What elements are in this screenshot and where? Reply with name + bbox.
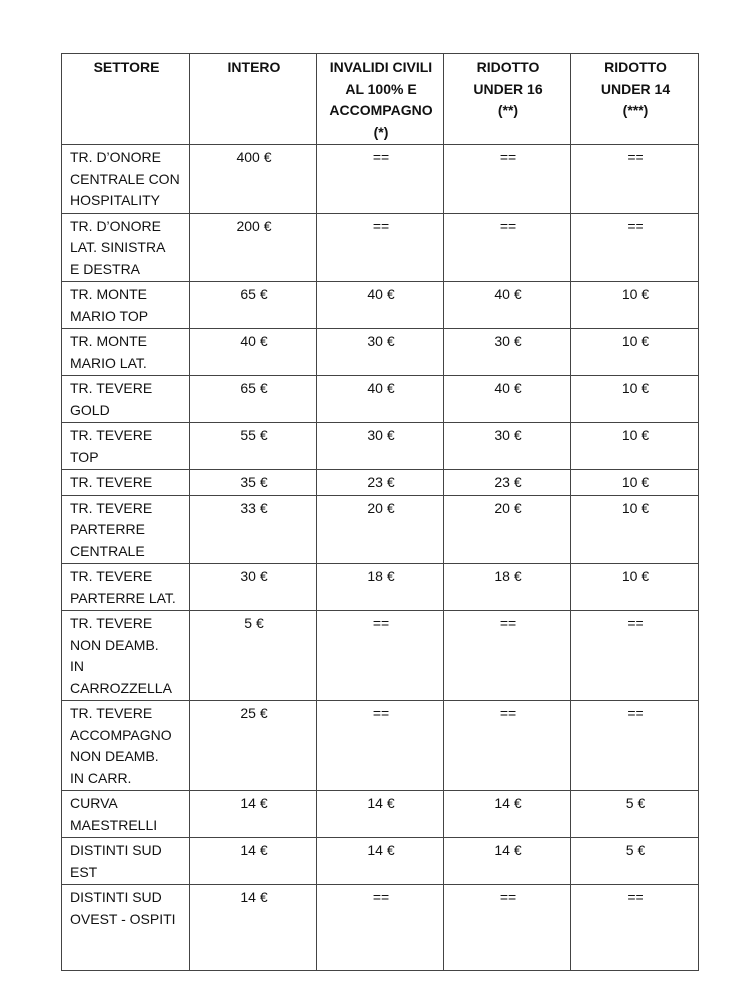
price-invalidi-cell: 18 € [317, 564, 444, 611]
price-under14-cell: 10 € [571, 564, 699, 611]
price-under16-cell: 40 € [444, 376, 571, 423]
price-intero-cell: 65 € [190, 282, 317, 329]
price-under16-cell: 14 € [444, 838, 571, 885]
ticket-price-table [61, 53, 699, 971]
table-row [62, 329, 699, 376]
price-invalidi-cell: 40 € [317, 376, 444, 423]
price-invalidi-cell: 30 € [317, 423, 444, 470]
sector-cell: TR. TEVERE [62, 470, 190, 496]
price-intero-cell: 400 € [190, 145, 317, 214]
price-under14-cell: == [571, 701, 699, 791]
price-under14-cell: 10 € [571, 282, 699, 329]
price-invalidi-cell: 20 € [317, 495, 444, 564]
price-under14-cell: == [571, 611, 699, 701]
price-invalidi-cell: == [317, 701, 444, 791]
price-under16-cell: == [444, 701, 571, 791]
price-invalidi-cell: == [317, 885, 444, 971]
price-intero-cell: 25 € [190, 701, 317, 791]
sector-cell: TR. TEVERE NON DEAMB. IN CARROZZELLA [62, 611, 190, 701]
price-intero-cell: 30 € [190, 564, 317, 611]
price-intero-cell: 5 € [190, 611, 317, 701]
header-invalidi-civili: INVALIDI CIVILI AL 100% E ACCOMPAGNO (*) [317, 54, 444, 145]
sector-cell: TR. TEVERE ACCOMPAGNO NON DEAMB. IN CARR. [62, 701, 190, 791]
sector-cell: TR. TEVERE PARTERRE LAT. [62, 564, 190, 611]
price-invalidi-cell: == [317, 145, 444, 214]
price-under14-cell: == [571, 885, 699, 971]
price-under14-cell: 10 € [571, 495, 699, 564]
price-intero-cell: 14 € [190, 838, 317, 885]
sector-cell: CURVA MAESTRELLI [62, 791, 190, 838]
price-intero-cell: 14 € [190, 885, 317, 971]
table-row [62, 838, 699, 885]
sector-cell: TR. TEVERE GOLD [62, 376, 190, 423]
table-row [62, 701, 699, 791]
sector-cell: DISTINTI SUD EST [62, 838, 190, 885]
price-under16-cell: 14 € [444, 791, 571, 838]
sector-cell: TR. MONTE MARIO LAT. [62, 329, 190, 376]
price-under16-cell: == [444, 213, 571, 282]
table-row [62, 376, 699, 423]
price-intero-cell: 55 € [190, 423, 317, 470]
table-row [62, 282, 699, 329]
price-invalidi-cell: 30 € [317, 329, 444, 376]
price-under14-cell: 10 € [571, 376, 699, 423]
sector-cell: TR. TEVERE TOP [62, 423, 190, 470]
sector-cell: TR. TEVERE PARTERRE CENTRALE [62, 495, 190, 564]
price-under16-cell: 23 € [444, 470, 571, 496]
price-intero-cell: 200 € [190, 213, 317, 282]
price-under16-cell: 18 € [444, 564, 571, 611]
price-under14-cell: 5 € [571, 838, 699, 885]
price-intero-cell: 14 € [190, 791, 317, 838]
header-settore: SETTORE [62, 54, 190, 145]
header-row [62, 54, 699, 145]
table-row [62, 564, 699, 611]
price-intero-cell: 65 € [190, 376, 317, 423]
price-under16-cell: == [444, 885, 571, 971]
price-invalidi-cell: 14 € [317, 838, 444, 885]
price-under14-cell: == [571, 213, 699, 282]
price-under14-cell: == [571, 145, 699, 214]
price-under14-cell: 5 € [571, 791, 699, 838]
table-row [62, 470, 699, 496]
price-invalidi-cell: == [317, 213, 444, 282]
price-under16-cell: == [444, 611, 571, 701]
sector-cell: TR. D’ONORE LAT. SINISTRA E DESTRA [62, 213, 190, 282]
price-invalidi-cell: 14 € [317, 791, 444, 838]
sector-cell: TR. D’ONORE CENTRALE CON HOSPITALITY [62, 145, 190, 214]
sector-cell: TR. MONTE MARIO TOP [62, 282, 190, 329]
table-row [62, 611, 699, 701]
price-invalidi-cell: == [317, 611, 444, 701]
price-under16-cell: == [444, 145, 571, 214]
price-under14-cell: 10 € [571, 329, 699, 376]
price-under16-cell: 40 € [444, 282, 571, 329]
price-under16-cell: 20 € [444, 495, 571, 564]
table-row [62, 791, 699, 838]
table-row [62, 423, 699, 470]
price-invalidi-cell: 40 € [317, 282, 444, 329]
header-ridotto-under-16: RIDOTTO UNDER 16 (**) [444, 54, 571, 145]
header-ridotto-under-14: RIDOTTO UNDER 14 (***) [571, 54, 699, 145]
price-under14-cell: 10 € [571, 470, 699, 496]
price-intero-cell: 35 € [190, 470, 317, 496]
table-row [62, 145, 699, 214]
table-row [62, 885, 699, 971]
table-row [62, 213, 699, 282]
price-invalidi-cell: 23 € [317, 470, 444, 496]
header-intero: INTERO [190, 54, 317, 145]
price-under14-cell: 10 € [571, 423, 699, 470]
price-under16-cell: 30 € [444, 329, 571, 376]
price-intero-cell: 33 € [190, 495, 317, 564]
sector-cell: DISTINTI SUD OVEST - OSPITI [62, 885, 190, 971]
price-intero-cell: 40 € [190, 329, 317, 376]
table-row [62, 495, 699, 564]
price-under16-cell: 30 € [444, 423, 571, 470]
